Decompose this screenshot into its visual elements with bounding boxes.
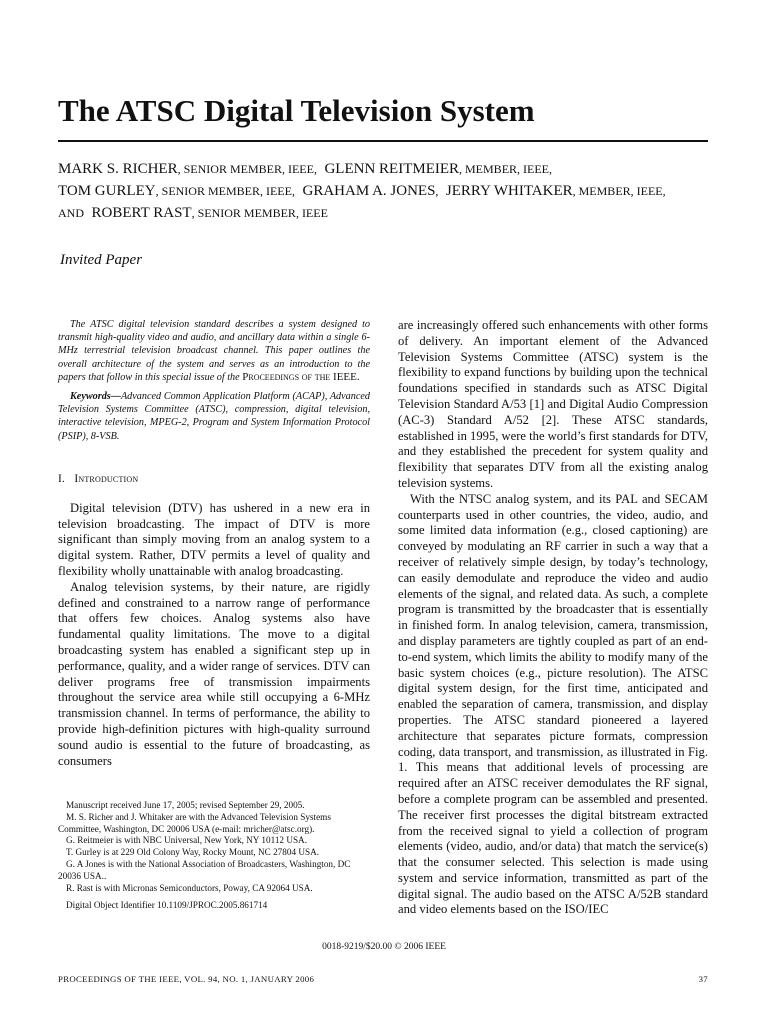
footnote: G. Reitmeier is with NBC Universal, New York, NY 10112 USA. [66, 835, 307, 846]
abstract [58, 318, 370, 384]
author-role: , SENIOR MEMBER, IEEE, [155, 184, 295, 198]
author-name: ROBERT RAST [91, 205, 192, 221]
author-role: , [435, 184, 439, 198]
keywords-label: Keywords— [70, 391, 121, 403]
author-name: JERRY WHITAKER [445, 183, 573, 199]
paragraph: Analog television systems, by their nature, are rigidly defined and constrained to a narrow range of performance that offers few choices. Analog systems also have fundamental quality limitations. The move to a digital broadcasting system has enabled a significant step up in performance, quality, and a wider range of services. DTV can deliver programs free of transmission impairments throughout the service area while still occupying a 6-MHz transmission channel. In terms of performance, the ability to provide high-definition pictures with high-quality surround sound audio is essential to the future of broadcasting, as consumers [58, 579, 370, 768]
left-column [58, 318, 370, 769]
author-name: GLENN REITMEIER [324, 161, 460, 177]
paragraph: Digital television (DTV) has ushered in a new era in television broadcasting. The impact of DTV is more significant than simply moving from an analog system to a digital system. Rather, DTV permits a level of quality and flexibility wholly unattainable with analog broadcasting. [58, 500, 370, 579]
author-name: TOM GURLEY [58, 183, 156, 199]
keywords-text: Advanced Common Application Platform (ACAP), Advanced Television Systems Committee (ATSC), compression, digital television, interactive television, MPEG-2, Program and System Information Protocol (PSIP), 8-VSB. [58, 391, 370, 442]
right-column [398, 318, 708, 918]
author-role: , SENIOR MEMBER, IEEE [191, 206, 328, 220]
section-heading [58, 473, 370, 485]
author-name: MARK S. RICHER [58, 161, 178, 177]
left-body [58, 501, 370, 770]
author-role: , SENIOR MEMBER, IEEE, [177, 162, 317, 176]
footnote: Manuscript received June 17, 2005; revised September 29, 2005. [66, 800, 305, 810]
author-role: , MEMBER, IEEE, [572, 184, 666, 198]
paragraph: With the NTSC analog system, and its PAL and SECAM counterparts used in other countries, the video, audio, and some limited data information (e.g., closed captioning) are conveyed by modulating an RF carrier in such a way that a receiver of relatively simple design, by today’s technology, can easily demodulate and reproduce the video and audio elements of the signal, and related data. As such, a complete program is transmitted by the broadcaster that is essentially in finished form. In analog television, camera, transmission, and display parameters are tightly coupled as part of an end-to-end system, which limits the ability to modify many of the basic system choices (e.g., picture resolution). The ATSC digital system design, for the first time, anticipated and enabled the separation of camera, transmission, and display properties. The ATSC standard pioneered a layered architecture that separates picture formats, compression coding, data transport, and transmission, as illustrated in Fig. 1. This means that additional levels of processing are required after an ATSC receiver demodulates the RF signal, before a complete program can be assembled and presented. The receiver first processes the digital bitstream extracted from the received signal to yield a collection of program elements (video, audio, and/or data) that match the service(s) that the consumer selected. This selection is made using system and service information, transmitted as part of the digital signal. The audio based on the ATSC A/52B standard and video elements based on the ISO/IEC [398, 491, 708, 917]
section-number: I. [58, 472, 66, 485]
journal-name: Proceedings of the IEEE. [242, 370, 360, 383]
abstract-text: The ATSC digital television standard describes a system designed to transmit high-quality video and audio, and ancillary data within a single 6-MHz terrestrial television broadcast channel. This paper outlines the overall architecture of the system and serves as an introduction to the papers that follow in this special issue of the [58, 319, 370, 383]
copyright: 0018-9219/$20.00 © 2006 IEEE [322, 942, 446, 952]
keywords [58, 390, 370, 443]
footnote: G. A Jones is with the National Association of Broadcasters, Washington, DC 20036 USA.. [58, 858, 351, 881]
author-line-3 [58, 202, 708, 224]
paper-title: The ATSC Digital Television System [58, 93, 535, 128]
author-name: GRAHAM A. JONES [302, 183, 436, 199]
author-list [58, 158, 708, 224]
section-title: Introduction [74, 472, 139, 485]
paragraph: are increasingly offered such enhancements with other forms of delivery. An important element of the Advanced Television Systems Committee (ATSC) system is the flexibility to expand functions by building upon the technical foundations specified in standards such as ATSC Digital Television Standard A/53 [1] and Digital Audio Compression (AC-3) Standard A/52 [2]. These ATSC standards, established in 1995, were the world’s first standards for DTV, and they established the precedent for system quality and flexibility that separates DTV from all the existing analog television systems. [398, 318, 709, 490]
page-footer [58, 974, 708, 984]
footnote: T. Gurley is at 229 Old Colony Way, Rocky Mount, NC 27804 USA. [66, 847, 320, 858]
author-line-2 [58, 180, 708, 202]
footnote: R. Rast is with Micronas Semiconductors, Poway, CA 92064 USA. [66, 882, 313, 893]
author-role: , MEMBER, IEEE, [459, 162, 553, 176]
title-rule [58, 140, 708, 142]
author-line-1 [58, 158, 708, 180]
footnote: M. S. Richer and J. Whitaker are with the Advanced Television Systems Committee, Washington, DC 20006 USA (e-mail: mricher@atsc.org). [58, 811, 331, 834]
doi: Digital Object Identifier 10.1109/JPROC.2005.861714 [66, 900, 268, 911]
author-conjunction: AND [58, 206, 84, 220]
page-number: 37 [698, 974, 708, 984]
journal-info: PROCEEDINGS OF THE IEEE, VOL. 94, NO. 1, JANUARY 2006 [58, 974, 315, 984]
paper-type: Invited Paper [60, 252, 143, 268]
footnotes [58, 800, 370, 912]
